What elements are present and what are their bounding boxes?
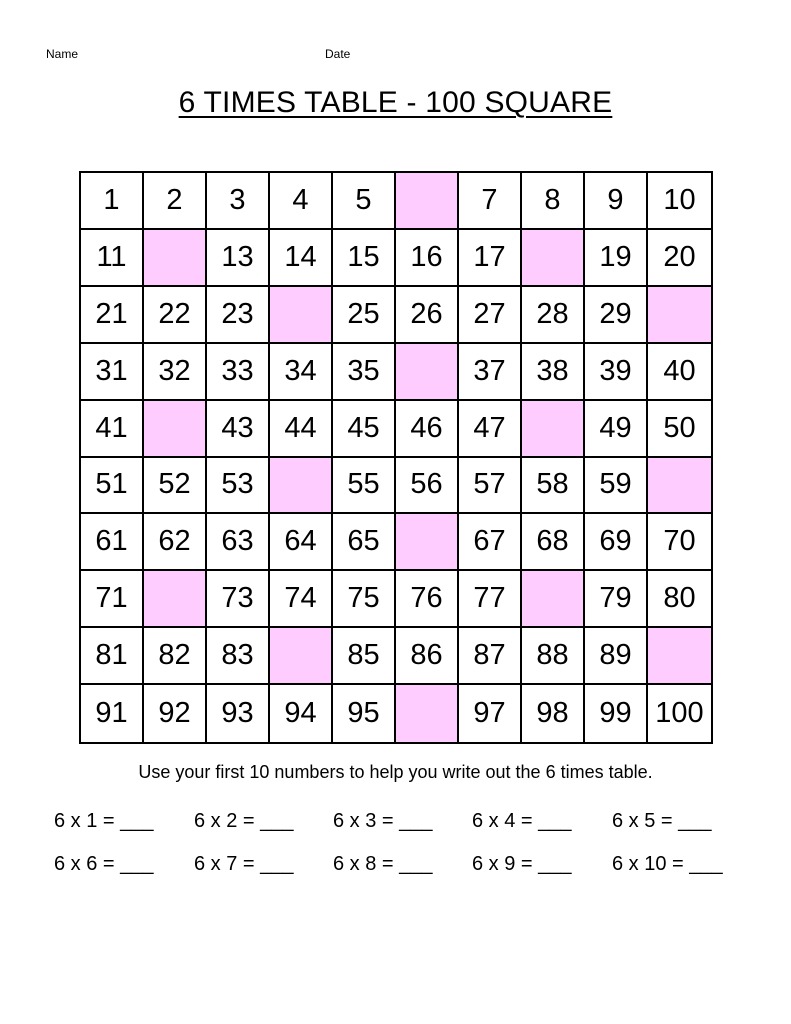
number-cell: 46	[396, 401, 459, 458]
number-cell: 4	[270, 173, 333, 230]
number-cell: 20	[648, 230, 711, 287]
number-cell: 80	[648, 571, 711, 628]
number-cell: 22	[144, 287, 207, 344]
number-cell: 7	[459, 173, 522, 230]
number-cell: 87	[459, 628, 522, 685]
number-cell: 99	[585, 685, 648, 742]
number-cell: 51	[81, 458, 144, 515]
number-cell: 69	[585, 514, 648, 571]
instruction-text: Use your first 10 numbers to help you write out the 6 times table.	[138, 762, 653, 782]
equation-6x2: 6 x 2 = ___	[194, 810, 294, 832]
number-cell: 61	[81, 514, 144, 571]
number-cell: 38	[522, 344, 585, 401]
blank-cell	[648, 458, 711, 515]
equation-6x3: 6 x 3 = ___	[333, 810, 433, 832]
worksheet-title: 6 TIMES TABLE - 100 SQUARE	[178, 86, 613, 119]
blank-cell	[396, 173, 459, 230]
number-cell: 14	[270, 230, 333, 287]
blank-cell	[522, 230, 585, 287]
number-cell: 37	[459, 344, 522, 401]
blank-cell	[144, 571, 207, 628]
blank-cell	[396, 514, 459, 571]
number-cell: 33	[207, 344, 270, 401]
number-cell: 17	[459, 230, 522, 287]
number-cell: 75	[333, 571, 396, 628]
number-cell: 93	[207, 685, 270, 742]
equation-6x5: 6 x 5 = ___	[612, 810, 712, 832]
equation-6x7: 6 x 7 = ___	[194, 853, 294, 875]
blank-cell	[144, 230, 207, 287]
number-cell: 82	[144, 628, 207, 685]
equation-6x10: 6 x 10 = ___	[612, 853, 723, 875]
blank-cell	[144, 401, 207, 458]
name-label: Name	[46, 47, 79, 61]
number-cell: 95	[333, 685, 396, 742]
number-cell: 41	[81, 401, 144, 458]
number-cell: 86	[396, 628, 459, 685]
number-cell: 67	[459, 514, 522, 571]
number-cell: 35	[333, 344, 396, 401]
number-cell: 81	[81, 628, 144, 685]
blank-cell	[396, 685, 459, 742]
number-cell: 3	[207, 173, 270, 230]
number-cell: 92	[144, 685, 207, 742]
blank-cell	[270, 287, 333, 344]
number-cell: 21	[81, 287, 144, 344]
number-cell: 27	[459, 287, 522, 344]
number-cell: 89	[585, 628, 648, 685]
number-cell: 1	[81, 173, 144, 230]
number-cell: 100	[655, 697, 704, 730]
number-cell: 64	[270, 514, 333, 571]
number-cell: 15	[333, 230, 396, 287]
number-cell: 34	[270, 344, 333, 401]
number-cell: 68	[522, 514, 585, 571]
number-cell: 73	[207, 571, 270, 628]
number-cell: 91	[81, 685, 144, 742]
number-cell: 16	[396, 230, 459, 287]
number-cell: 40	[648, 344, 711, 401]
equation-6x1: 6 x 1 = ___	[54, 810, 154, 832]
blank-cell	[648, 628, 711, 685]
number-cell: 57	[459, 458, 522, 515]
number-cell: 47	[459, 401, 522, 458]
number-cell: 63	[207, 514, 270, 571]
number-cell: 76	[396, 571, 459, 628]
number-cell: 11	[81, 230, 144, 287]
equation-6x4: 6 x 4 = ___	[472, 810, 572, 832]
number-cell: 55	[333, 458, 396, 515]
number-cell: 74	[270, 571, 333, 628]
number-cell: 44	[270, 401, 333, 458]
date-label: Date	[325, 47, 351, 61]
number-cell: 2	[144, 173, 207, 230]
number-cell: 28	[522, 287, 585, 344]
number-cell: 62	[144, 514, 207, 571]
number-cell: 9	[585, 173, 648, 230]
hundred-square-grid	[79, 171, 713, 744]
number-cell: 43	[207, 401, 270, 458]
number-cell: 10	[648, 173, 711, 230]
number-cell: 94	[270, 685, 333, 742]
equation-6x6: 6 x 6 = ___	[54, 853, 154, 875]
blank-cell	[270, 458, 333, 515]
number-cell: 97	[459, 685, 522, 742]
number-cell: 77	[459, 571, 522, 628]
number-cell: 8	[522, 173, 585, 230]
equation-6x8: 6 x 8 = ___	[333, 853, 433, 875]
number-cell: 58	[522, 458, 585, 515]
number-cell: 53	[207, 458, 270, 515]
number-cell: 71	[81, 571, 144, 628]
number-cell: 52	[144, 458, 207, 515]
number-cell: 23	[207, 287, 270, 344]
blank-cell	[270, 628, 333, 685]
number-cell: 26	[396, 287, 459, 344]
number-cell: 98	[522, 685, 585, 742]
number-cell: 32	[144, 344, 207, 401]
number-cell: 45	[333, 401, 396, 458]
blank-cell	[522, 401, 585, 458]
number-cell: 5	[333, 173, 396, 230]
number-cell: 85	[333, 628, 396, 685]
number-cell: 59	[585, 458, 648, 515]
number-cell: 49	[585, 401, 648, 458]
number-cell: 29	[585, 287, 648, 344]
number-cell: 70	[648, 514, 711, 571]
number-cell: 88	[522, 628, 585, 685]
blank-cell	[648, 287, 711, 344]
blank-cell	[396, 344, 459, 401]
number-cell: 19	[585, 230, 648, 287]
number-cell: 65	[333, 514, 396, 571]
number-cell: 50	[648, 401, 711, 458]
blank-cell	[522, 571, 585, 628]
number-cell: 79	[585, 571, 648, 628]
number-cell: 31	[81, 344, 144, 401]
number-cell: 56	[396, 458, 459, 515]
number-cell: 39	[585, 344, 648, 401]
equation-6x9: 6 x 9 = ___	[472, 853, 572, 875]
number-cell: 83	[207, 628, 270, 685]
number-cell: 25	[333, 287, 396, 344]
number-cell: 13	[207, 230, 270, 287]
